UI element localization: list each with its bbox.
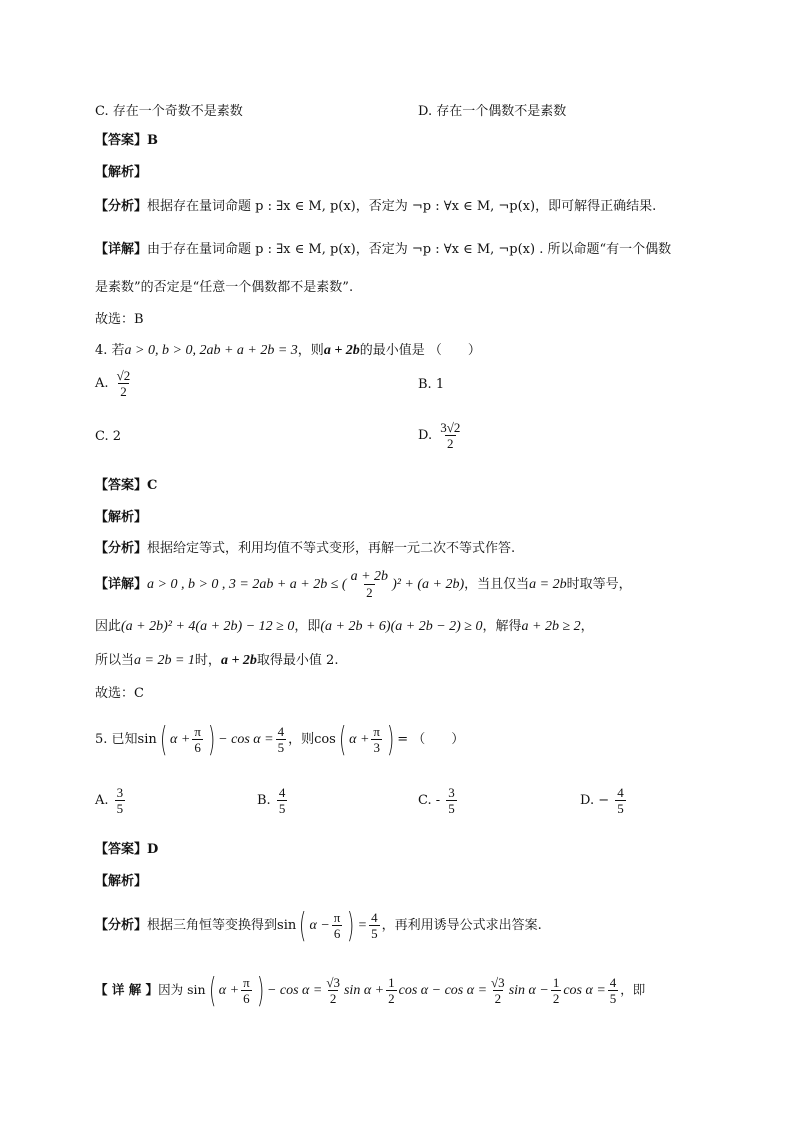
q5-alpha-plus: α + xyxy=(170,732,191,747)
q4-fenxi-tag: 【分析】 xyxy=(95,541,148,556)
fraction-numerator: π xyxy=(333,910,341,925)
q4-option-d-label: D. xyxy=(418,428,433,443)
q5-xj-half-b xyxy=(551,975,562,1006)
q5-xj-sqrt3-over-2 xyxy=(324,975,342,1006)
fraction-denominator: 2 xyxy=(388,991,395,1006)
q5-xj-cos-eq: cos α = xyxy=(563,983,606,998)
q4-xiangjie-fraction xyxy=(349,569,390,600)
left-paren: ( xyxy=(208,970,216,1011)
q4-xiangjie-math1: a > 0 , b > 0 , 3 = 2ab + a + 2b ≤ ( xyxy=(147,577,347,592)
q4-line2-math2: (a + 2b + 6)(a + 2b − 2) ≥ 0 xyxy=(320,619,483,634)
fraction-denominator: 2 xyxy=(552,991,560,1006)
q4-stem-suffix: 的最小值是 （ ） xyxy=(359,343,481,358)
q5-cos: cos xyxy=(314,732,336,747)
q3-xiangjie-2: 是素数”的否定是“任意一个偶数都不是素数”. xyxy=(95,280,354,295)
q5-fenxi-pi-over-6 xyxy=(332,910,343,941)
q4-xiangjie-math3: a = 2b xyxy=(529,577,567,592)
fraction-numerator: √3 xyxy=(491,975,505,990)
q4-xiangjie-text1: ，当且仅当 xyxy=(464,577,530,592)
q4-xiangjie-text2: 时取等号， xyxy=(566,577,632,592)
q4-line2-text2: ，即 xyxy=(294,619,321,634)
right-paren: ) xyxy=(386,719,395,760)
q5-stem-suffix: = （ ） xyxy=(397,732,465,747)
q3-fenxi xyxy=(95,197,656,217)
q4-xiangjie-math2: )² + (a + 2b) xyxy=(392,577,465,592)
q5-fenxi-tag: 【分析】 xyxy=(95,918,148,933)
q5-fenxi-sin: sin xyxy=(277,918,297,933)
right-paren: ) xyxy=(207,719,216,760)
fraction-denominator: 5 xyxy=(278,801,286,816)
fraction-numerator: 4 xyxy=(277,724,285,739)
q5-answer: 【答案】D xyxy=(95,842,159,857)
fraction-denominator: 5 xyxy=(448,801,455,816)
fraction-denominator: 2 xyxy=(329,991,337,1006)
q4-choice: 故选：C xyxy=(95,686,144,701)
q3-xiangjie-text1: 由于存在量词命题 p : ∃x ∈ M, p(x)，否定为 ¬p : ∀x ∈ M, ¬p(x) . 所以命题“有一个偶数 xyxy=(147,242,672,257)
fraction-numerator: 4 xyxy=(609,975,617,990)
left-paren: ( xyxy=(338,719,347,760)
q5-option-b-fraction xyxy=(277,785,288,816)
q5-xj-sin-alpha-minus: sin α − xyxy=(508,983,549,998)
q4-option-a-fraction xyxy=(115,368,133,399)
q3-fenxi-tag: 【分析】 xyxy=(95,199,148,214)
q4-option-a-label: A. xyxy=(95,376,109,391)
q4-line2-text3: ，解得 xyxy=(482,619,522,634)
q5-xj-minus-cos: − cos α = xyxy=(266,983,323,998)
q5-fenxi-text2: ，再利用诱导公式求出答案. xyxy=(381,918,542,933)
q5-stem xyxy=(95,720,464,760)
q3-option-c: C. 存在一个奇数不是素数 xyxy=(95,104,243,119)
fraction-numerator: π xyxy=(243,975,250,990)
q4-option-a xyxy=(95,368,134,399)
q4-line2-math3: a + 2b ≥ 2 xyxy=(521,619,581,634)
q3-option-d: D. 存在一个偶数不是素数 xyxy=(418,104,567,119)
q4-line3-text3: 取得最小值 2. xyxy=(256,653,339,668)
q5-xiangjie-tag: 【 详 解 】 xyxy=(95,982,159,997)
left-paren: ( xyxy=(159,719,168,760)
q5-option-b-label: B. xyxy=(257,793,271,808)
q4-xiangjie-3 xyxy=(95,651,338,671)
q5-option-d xyxy=(580,785,628,816)
q3-fenxi-text: 根据存在量词命题 p : ∃x ∈ M, p(x)，否定为 ¬p : ∀x ∈ M, ¬p(x)，即可解得正确结果. xyxy=(147,199,657,214)
fraction-denominator: 3 xyxy=(373,740,380,755)
fraction-numerator: π xyxy=(194,724,201,739)
fraction-numerator: 3 xyxy=(116,785,124,800)
q4-line3-math2: a + 2b xyxy=(220,653,257,668)
q5-xiangjie-text1: 因为 xyxy=(158,982,184,997)
fraction-denominator: 5 xyxy=(371,926,378,941)
fraction-denominator: 5 xyxy=(617,801,624,816)
q5-fenxi-alpha-minus: α − xyxy=(309,918,330,933)
fraction-numerator: 4 xyxy=(371,910,378,925)
q5-xj-alpha-plus: α + xyxy=(218,983,240,998)
q5-xj-sin: sin xyxy=(187,982,206,997)
q5-sin: sin xyxy=(137,732,157,747)
q3-choice: 故选：B xyxy=(95,312,144,327)
fraction-denominator: 5 xyxy=(116,801,124,816)
q4-line3-math: a = 2b = 1 xyxy=(134,653,195,668)
q5-four-fifths xyxy=(276,724,287,755)
q5-minus-cos: − cos α = xyxy=(218,732,274,747)
q4-stem-mid: ，则 xyxy=(297,343,324,358)
q4-option-d-fraction xyxy=(438,420,462,451)
q5-xj-sin-alpha-plus: sin α + xyxy=(343,983,385,998)
q4-xiangjie-tag: 【详解】 xyxy=(95,577,148,592)
q5-analysis-heading: 【解析】 xyxy=(95,874,148,889)
fraction-numerator: a + 2b xyxy=(350,569,389,584)
q4-line3-text2: 时， xyxy=(194,653,221,668)
fraction-denominator: 6 xyxy=(194,740,201,755)
q4-analysis-heading: 【解析】 xyxy=(95,510,148,525)
q5-pi-over-6 xyxy=(192,724,203,755)
fraction-numerator: 4 xyxy=(278,785,286,800)
left-paren: ( xyxy=(299,905,307,946)
right-paren: ) xyxy=(256,970,264,1011)
q4-line2-text4: ， xyxy=(580,619,594,634)
q5-fenxi-four-fifths xyxy=(369,910,380,941)
q3-xiangjie-tag: 【详解】 xyxy=(95,242,148,257)
q5-option-a-fraction xyxy=(115,785,126,816)
q5-option-a-label: A. xyxy=(95,793,109,808)
q3-answer: 【答案】B xyxy=(95,133,158,148)
fraction-denominator: 2 xyxy=(366,585,373,600)
q5-option-a xyxy=(95,785,127,816)
q4-line3-text: 所以当 xyxy=(95,653,135,668)
fraction-denominator: 6 xyxy=(333,926,341,941)
q4-xiangjie-2 xyxy=(95,617,594,637)
q5-alpha-plus-2: α + xyxy=(349,732,370,747)
q5-option-c xyxy=(418,785,459,816)
q4-stem-prefix: 4. 若 xyxy=(95,343,125,358)
q5-stem-mid: ，则 xyxy=(288,732,315,747)
fraction-numerator: √3 xyxy=(326,975,340,990)
fraction-numerator: √2 xyxy=(116,368,131,383)
q5-option-b xyxy=(257,785,289,816)
right-paren: ) xyxy=(347,905,355,946)
q3-xiangjie-1 xyxy=(95,240,671,260)
q5-xj-pi-over-6 xyxy=(241,975,252,1006)
fraction-denominator: 2 xyxy=(494,991,502,1006)
fraction-denominator: 6 xyxy=(243,991,250,1006)
q5-xj-four-fifths xyxy=(608,975,619,1006)
q4-stem-math: a > 0, b > 0, 2ab + a + 2b = 3 xyxy=(124,343,298,358)
q4-stem-math2: a + 2b xyxy=(323,343,360,358)
q5-pi-over-3 xyxy=(371,724,382,755)
fraction-denominator: 2 xyxy=(120,384,127,399)
q4-fenxi xyxy=(95,539,515,559)
q5-option-d-label: D. − xyxy=(580,793,610,808)
fraction-numerator: 4 xyxy=(617,785,624,800)
q5-xj-tail: ，即 xyxy=(620,982,646,997)
q5-option-c-label: C. - xyxy=(418,793,441,808)
q5-xj-sqrt3-over-2-b xyxy=(489,975,507,1006)
q4-option-c: C. 2 xyxy=(95,429,122,444)
fraction-numerator: 3√2 xyxy=(440,420,461,435)
q4-line2-text: 因此 xyxy=(95,619,122,634)
fraction-numerator: 3 xyxy=(448,785,455,800)
q5-xj-half xyxy=(386,975,397,1006)
q4-fenxi-text: 根据给定等式，利用均值不等式变形，再解一元二次不等式作答. xyxy=(147,541,516,556)
fraction-numerator: 1 xyxy=(552,975,560,990)
fraction-denominator: 5 xyxy=(609,991,617,1006)
q5-fenxi xyxy=(95,906,542,946)
q4-stem xyxy=(95,341,481,361)
q4-option-b: B. 1 xyxy=(418,377,445,392)
fraction-numerator: 1 xyxy=(388,975,395,990)
q3-analysis-heading: 【解析】 xyxy=(95,165,148,180)
q4-option-d xyxy=(418,420,464,451)
q5-option-d-fraction xyxy=(615,785,626,816)
fraction-denominator: 2 xyxy=(447,436,454,451)
q5-xj-cos-minus-cos: cos α − cos α = xyxy=(398,983,488,998)
q5-option-c-fraction xyxy=(446,785,457,816)
fraction-numerator: π xyxy=(373,724,380,739)
q5-stem-prefix: 5. 已知 xyxy=(95,732,138,747)
fraction-denominator: 5 xyxy=(277,740,285,755)
equals-sign: = xyxy=(357,918,368,933)
q5-xiangjie xyxy=(95,968,645,1013)
q5-fenxi-text1: 根据三角恒等变换得到 xyxy=(147,918,278,933)
q4-line2-math: (a + 2b)² + 4(a + 2b) − 12 ≥ 0 xyxy=(121,619,295,634)
q4-xiangjie-1 xyxy=(95,568,632,602)
q4-answer: 【答案】C xyxy=(95,478,158,493)
